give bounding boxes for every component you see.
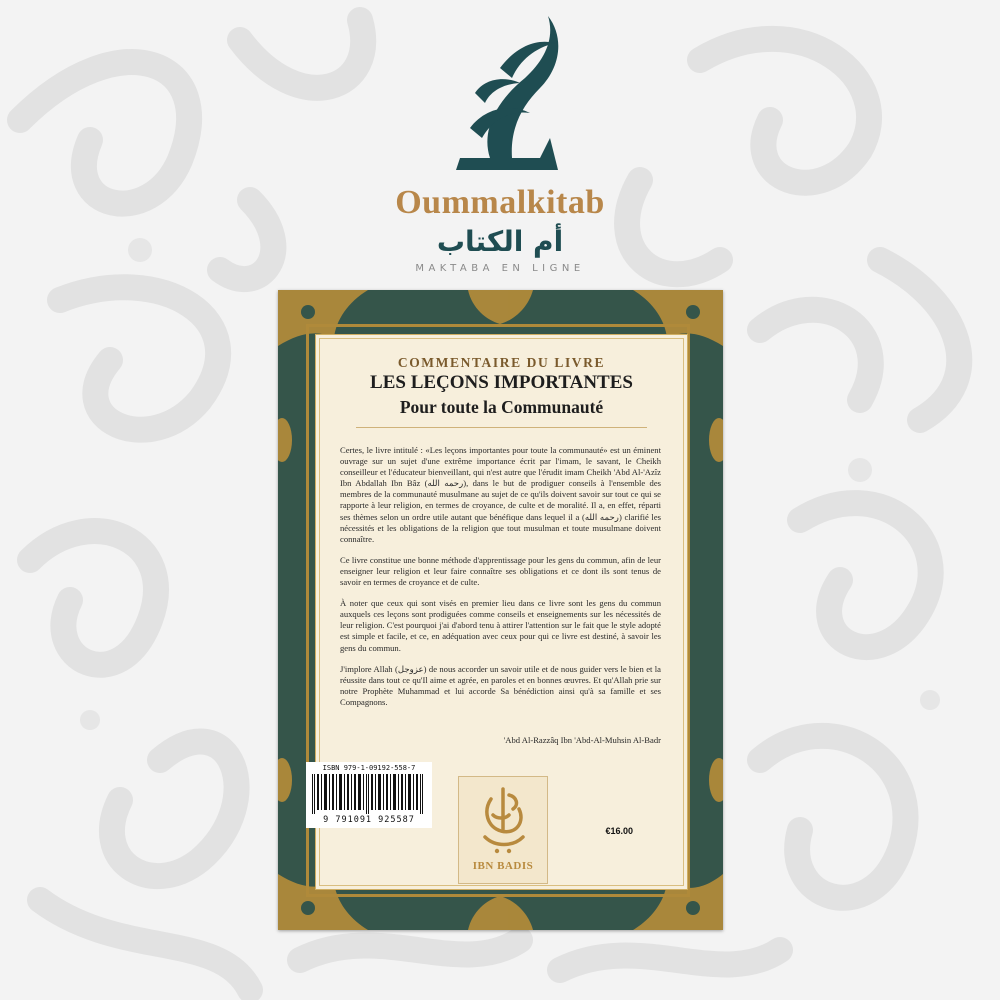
book-back-cover-image	[278, 290, 723, 930]
book-price: €16.00	[605, 826, 633, 836]
description-paragraph: J'implore Allah (عزوجل) de nous accorder un savoir utile et de nous guider vers le bien et la réussite dans tout ce qu'Il aime et agrée, en paroles et en bonnes œuvres. Et qu'Allah prie sur notre Prophète Muhammad et lui accorde Sa bénédiction ainsi qu'à sa famille et ses Compagnons.	[340, 663, 661, 707]
description-paragraph: À noter que ceux qui sont visés en premier lieu dans ce livre sont les gens du commun auxquels ces leçons sont prodiguées comme conseils et enseignements sur les nécessités de leur religion. C'est pourquoi j'ai d'abord tenu à attirer l'attention sur le fait que le style adopté est simple et facile, et ce, en adéquation avec ceux pour qui ce livre est destiné, à savoir les gens du commun.	[340, 598, 661, 653]
publisher-name: IBN BADIS	[472, 860, 534, 872]
book-title: LES LEÇONS IMPORTANTES	[370, 372, 633, 393]
isbn-barcode	[306, 762, 432, 828]
description-paragraph: Certes, le livre intitulé : «Les leçons importantes pour toute la communauté» est un éminent ouvrage sur un sujet d'une extrême importance écrit par l'imam, le savant, le Cheikh conseilleur et l'éducateur bienveillant, qui n'est autre que l'érudit imam Cheikh 'Abd Al-'Azîz Ibn Abdallah Ibn Bâz (رحمه الله), dans le but de prodiguer conseils à l'ensemble des membres de la communauté musulmane au sujet de ce qu'ils doivent savoir sur tout ce qui se rapporte à leur religion, en termes de croyance, de culte et de moralité. Il a, en effet, réparti ses thèmes selon un ordre utile autant que bénéfique dans lequel il a (رحمه الله) clarifié les nécessités et les obligations de la religion que tout musulman et toute musulmane doivent connaître.	[340, 445, 661, 544]
book-description	[340, 445, 661, 718]
book-subtitle: Pour toute la Communauté	[399, 397, 604, 417]
publisher-logo	[458, 776, 548, 884]
brand-arabic-name: أم الكتاب	[436, 225, 564, 258]
barcode-digits: 9 791091 925587	[323, 815, 415, 825]
calligraphy-pen-logo-icon	[430, 8, 570, 178]
book-author: 'Abd Al-Razzâq Ibn 'Abd-Al-Muhsin Al-Badr	[503, 735, 661, 745]
brand-tagline: MAKTABA EN LIGNE	[415, 263, 585, 274]
site-logo[interactable]	[380, 8, 620, 278]
book-pre-title: COMMENTAIRE DU LIVRE	[397, 355, 606, 370]
publisher-calligraphy-icon	[473, 785, 533, 857]
isbn-label: ISBN 979-1-09192-558-7	[322, 764, 416, 772]
title-divider	[356, 427, 647, 428]
description-paragraph: Ce livre constitue une bonne méthode d'apprentissage pour les gens du commun, afin de leur enseigner leur religion et leur faire connaître ses obligations et ce dont ils sont tenus de savoir en termes de croyance et de culte.	[340, 554, 661, 588]
brand-name: Oummalkitab	[395, 184, 605, 221]
barcode-bars-icon	[310, 774, 428, 814]
